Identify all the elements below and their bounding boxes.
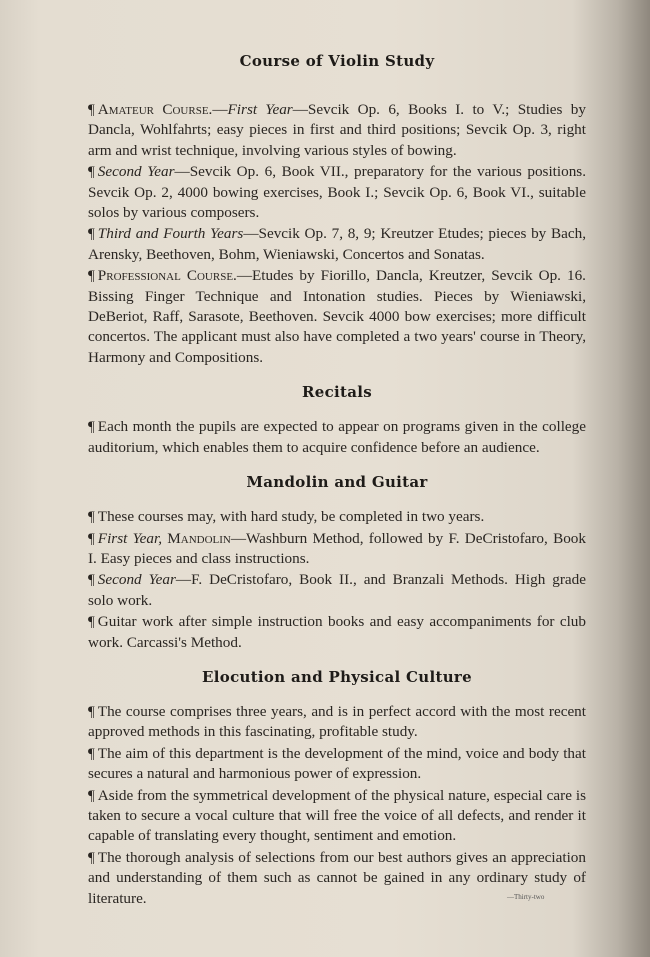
section-recitals <box>88 417 586 458</box>
heading-violin: Course of Violin Study <box>239 52 435 70</box>
paragraph: ¶ The course comprises three years, and is in perfect accord with the most recent approved methods in this fascinating, profitable study. <box>88 702 586 741</box>
pilcrow-icon: ¶ <box>88 509 95 526</box>
paragraph: ¶ Second Year—F. DeCristofaro, Book II., and Branzali Methods. High grade solo work. <box>88 571 586 609</box>
pilcrow-icon: ¶ <box>88 268 95 285</box>
paragraph: ¶ The thorough analysis of selections from our best authors gives an appreciation and understanding of them such as cannot be gained in any ordinary study of literature. <box>88 848 586 907</box>
pilcrow-icon: ¶ <box>88 419 95 436</box>
pilcrow-icon: ¶ <box>88 530 95 547</box>
heading-mandolin: Mandolin and Guitar <box>246 473 428 492</box>
pilcrow-icon: ¶ <box>88 703 95 720</box>
paragraph: ¶ The aim of this department is the development of the mind, voice and body that secures a natural and harmonious power of expression. <box>88 744 586 783</box>
pilcrow-icon: ¶ <box>88 226 95 243</box>
paragraph: ¶ Second Year—Sevcik Op. 6, Book VII., preparatory for the various positions. Sevcik Op. 2, 4000 bowing exercises, Book I.; Sevcik Op. 6, Book VI., suitable solos by various composers. <box>88 163 587 222</box>
paragraph: ¶ Amateur Course.—First Year—Sevcik Op. 6, Books I. to V.; Studies by Dancla, Wohlfahrts; easy pieces in first and third positions; Sevcik Op. 3, right arm and wrist technique, involving various styles of bowing. <box>88 101 586 159</box>
pilcrow-icon: ¶ <box>88 614 95 631</box>
pilcrow-icon: ¶ <box>88 787 95 804</box>
pilcrow-icon: ¶ <box>88 164 95 181</box>
pilcrow-icon: ¶ <box>88 572 95 589</box>
heading-elocution: Elocution and Physical Culture <box>202 667 472 686</box>
section-mandolin <box>88 507 586 653</box>
section-elocution <box>88 702 586 909</box>
pilcrow-icon: ¶ <box>88 102 95 118</box>
heading-recitals: Recitals <box>301 383 373 402</box>
pilcrow-icon: ¶ <box>88 849 95 866</box>
paragraph: ¶ These courses may, with hard study, be completed in two years. <box>88 508 485 526</box>
pilcrow-icon: ¶ <box>88 745 95 762</box>
paragraph: ¶ First Year, Mandolin—Washburn Method, followed by F. DeCristofaro, Book I. Easy pieces and class instructions. <box>88 529 586 567</box>
document-page <box>88 52 586 924</box>
paragraph: ¶ Aside from the symmetrical development of the physical nature, especial care is taken to secure a vocal culture that will free the voice of all defects, and render it capable of translating every thought, sentiment and emotion. <box>88 786 586 845</box>
paragraph: ¶ Professional Course.—Etudes by Fiorillo, Dancla, Kreutzer, Sevcik Op. 16. Bissing Finger Technique and Intonation studies. Pieces by Wieniawski, DeBeriot, Raff, Sarasote, Beethoven. Sevcik 4000 bow exercises; more difficult concertos. The applicant must also have completed a two years' course in Theory, Harmony and Compositions. <box>88 267 586 366</box>
paragraph: ¶ Each month the pupils are expected to appear on programs given in the college auditorium, which enables them to acquire confidence before an audience. <box>88 418 586 456</box>
paragraph: ¶ Guitar work after simple instruction books and easy accompaniments for club work. Carcassi's Method. <box>88 613 586 651</box>
paragraph: ¶ Third and Fourth Years—Sevcik Op. 7, 8, 9; Kreutzer Etudes; pieces by Bach, Arensky, Beethoven, Bohm, Wieniawski, Concertos and Sonatas. <box>88 225 586 263</box>
page-number: —Thirty-two <box>507 893 545 901</box>
section-violin <box>88 100 586 368</box>
